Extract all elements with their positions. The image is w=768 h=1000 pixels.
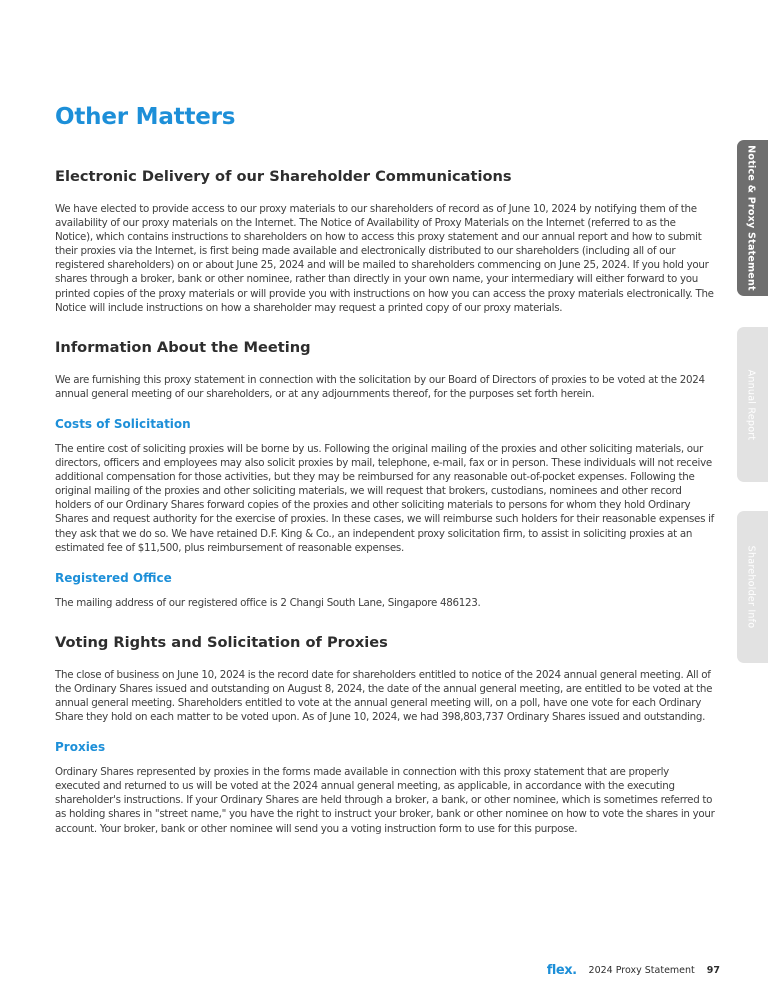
tab-label: Notice & Proxy Statement: [745, 145, 757, 291]
meeting-info-text: We are furnishing this proxy statement in connection with the solicitation by our Board of Directors of proxies to be voted at the 2024 annual general meeting of our shareholders, or at any adjournments thereof, for the purposes set forth herein.: [55, 373, 705, 400]
page-number: 97: [706, 965, 720, 976]
section-heading-voting-rights: Voting Rights and Solicitation of Proxies: [55, 633, 388, 651]
main-content: [55, 168, 715, 836]
section-heading-meeting-info: Information About the Meeting: [55, 338, 311, 356]
tab-notice-proxy-statement[interactable]: [737, 140, 768, 296]
section-heading-electronic-delivery: Electronic Delivery of our Shareholder Communications: [55, 168, 512, 185]
page-footer: [547, 963, 720, 978]
tab-annual-report[interactable]: [737, 327, 768, 482]
footer-doc-title: 2024 Proxy Statement: [588, 965, 695, 976]
subheading-proxies: Proxies: [55, 740, 106, 755]
registered-office-text: The mailing address of our registered office is 2 Changi South Lane, Singapore 486123.: [55, 596, 481, 609]
proxies-text: Ordinary Shares represented by proxies in the forms made available in connection with this proxy statement that are properly executed and returned to us will be voted at the 2024 annual general meeting, as applicable, in accordance with the executing shareholder's instructions. If your Ordinary Shares are held through a broker, a bank, or other nominee, which is sometimes referred to as holding shares in "street name," you have the right to instruct your broker, bank or other nominee on how to vote the shares in your account. Your broker, bank or other nominee will send you a voting instruction form to use for this purpose.: [55, 766, 715, 835]
voting-rights-text: The close of business on June 10, 2024 is the record date for shareholders entitled to notice of the 2024 annual general meeting. All of the Ordinary Shares issued and outstanding on August 8, 2024, the date of the annual general meeting, are entitled to be voted at the annual general meeting. Shareholders entitled to vote at the annual general meeting will, on a poll, have one vote for each Ordinary Share they hold on each matter to be voted upon. As of June 10, 2024, we had 398,803,737 Ordinary Shares issued and outstanding.: [55, 668, 713, 724]
tab-label: Annual Report: [745, 369, 757, 440]
tab-shareholder-info[interactable]: [737, 511, 768, 663]
costs-of-solicitation-text: The entire cost of soliciting proxies will be borne by us. Following the original mailing of the proxies and other soliciting materials, our directors, officers and employees may also solicit proxies by mail, telephone, e-mail, fax or in person. These individuals will not receive additional compensation for those activities, but they may be reimbursed for any reasonable out-of-pocket expenses. Following the original mailing of the proxies and other soliciting materials, we will request that brokers, custodians, nominees and other record holders of our Ordinary Shares forward copies of the proxies and other soliciting materials to persons for whom they hold Ordinary Shares and request authority for the exercise of proxies. In these cases, we will reimburse such holders for their reasonable expenses if they ask that we do so. We have retained D.F. King & Co., an independent proxy solicitation firm, to assist in soliciting proxies at an estimated fee of $11,500, plus reimbursement of reasonable expenses.: [55, 442, 715, 554]
tab-label: Shareholder Info: [745, 545, 757, 629]
subheading-registered-office: Registered Office: [55, 570, 172, 585]
flex-logo: flex.: [546, 963, 577, 978]
subheading-costs-of-solicitation: Costs of Solicitation: [55, 416, 191, 431]
electronic-delivery-text: We have elected to provide access to our proxy materials to our shareholders of record as of June 10, 2024 by notifying them of the availability of our proxy materials on the Internet. The Notice of Availability of Proxy Materials on the Internet (referred to as the Notice), which contains instructions to shareholders on how to access this proxy statement and our annual report and how to submit their proxies via the Internet, is first being made available and electronically distributed to our shareholders (including all of our registered shareholders) on or about June 25, 2024 and will be mailed to shareholders commencing on June 25, 2024. If you hold your shares through a broker, bank or other nominee, rather than directly in your own name, your intermediary will either forward to you printed copies of the proxy materials or will provide you with instructions on how you can access the proxy materials electronically. The Notice will include instructions on how a shareholder may request a printed copy of our proxy materials.: [55, 203, 714, 314]
page-title: Other Matters: [55, 104, 236, 130]
